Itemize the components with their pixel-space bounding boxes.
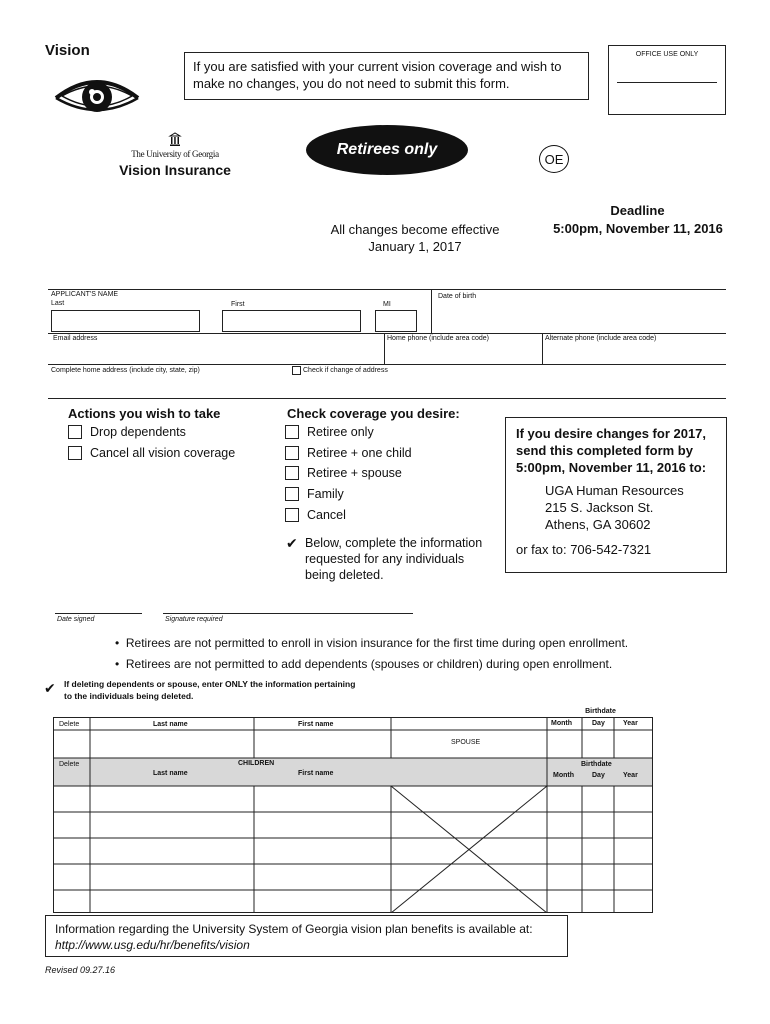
first-name-header: First name [298,721,334,728]
coverage-retiree-only[interactable] [285,425,374,439]
deleting-checkmark-icon: ✔ [44,680,56,696]
applicant-name-label: APPLICANT'S NAME [51,291,119,298]
delete-header: Delete [59,721,80,728]
effective-line2: January 1, 2017 [368,239,462,254]
family-label: Family [307,487,344,501]
coverage-cancel[interactable] [285,508,346,522]
spouse-label: SPOUSE [451,739,481,746]
retiree-only-checkbox[interactable] [285,425,299,439]
children-birthdate-header: Birthdate [581,761,612,768]
send-address-1: UGA Human Resources [545,483,684,498]
eye-icon [52,72,142,125]
office-use-box [608,45,726,115]
action-cancel-coverage[interactable] [68,446,235,460]
home-phone-input[interactable] [386,343,540,363]
date-signed-input[interactable] [55,598,142,613]
address-change-box[interactable] [292,366,301,375]
birthdate-header: Birthdate [585,708,616,715]
year-header: Year [623,720,638,727]
home-phone-label: Home phone (include area code) [387,335,489,342]
retiree-spouse-checkbox[interactable] [285,466,299,480]
oe-label: OE [544,151,564,167]
email-label: Email address [53,335,98,342]
month-header: Month [551,720,572,727]
alt-phone-input[interactable] [544,343,724,363]
action-drop-dependents[interactable] [68,425,186,439]
info-box [45,915,568,957]
mi-input[interactable] [375,310,417,332]
university-name: The University of Georgia [131,149,219,159]
coverage-family[interactable] [285,487,344,501]
bullet-1-text: Retirees are not permitted to enroll in vision insurance for the first time during open enrollment. [125,636,629,650]
coverage-retiree-spouse[interactable] [285,466,402,480]
page-subtitle: Vision Insurance [119,162,231,178]
last-name-header: Last name [153,721,188,728]
office-use-label: OFFICE USE ONLY [635,51,699,58]
cancel-coverage-label: Cancel all vision coverage [90,446,236,460]
address-input[interactable] [51,376,721,396]
dependents-table [53,717,653,913]
children-last-name-header: Last name [153,770,188,777]
oe-badge [539,145,569,173]
coverage-note: Below, complete the information requested for any individuals being deleted. [305,536,483,582]
drop-dependents-checkbox[interactable] [68,425,82,439]
info-url[interactable]: http://www.usg.edu/hr/benefits/vision [55,938,250,952]
children-month-header: Month [553,772,574,779]
last-name-input[interactable] [51,310,200,332]
actions-heading: Actions you wish to take [68,406,221,421]
first-name-input[interactable] [222,310,361,332]
checkmark-icon: ✔ [286,535,298,551]
date-signed-label: Date signed [57,616,95,623]
cancel-coverage-checkbox[interactable] [68,446,82,460]
children-first-name-header: First name [298,770,334,777]
send-fax: or fax to: 706-542-7321 [516,542,652,557]
children-day-header: Day [592,772,605,779]
children-delete-header: Delete [59,761,80,768]
notice-box [184,52,589,100]
dob-label: Date of birth [438,293,477,300]
coverage-heading: Check coverage you desire: [287,406,460,421]
day-header: Day [592,720,605,727]
deleting-note: If deleting dependents or spouse, enter ONLY the information pertaining to the individuals being deleted. [64,679,356,701]
effective-line1: All changes become effective [330,222,500,237]
family-checkbox[interactable] [285,487,299,501]
deadline-value: 5:00pm, November 11, 2016 [553,221,723,236]
send-address-3: Athens, GA 30602 [545,517,651,532]
deadline-label: Deadline [610,203,665,218]
address-change-checkbox[interactable] [292,366,388,375]
first-name-label: First [231,301,245,308]
address-label: Complete home address (include city, state, zip) [51,367,200,374]
info-text: Information regarding the University System of Georgia vision plan benefits is available at: [55,922,533,936]
bullet-2: • Retirees are not permitted to add dependents (spouses or children) during open enrollment. [115,657,613,671]
cancel-checkbox[interactable] [285,508,299,522]
retiree-only-label: Retiree only [307,425,374,439]
send-address-2: 215 S. Jackson St. [545,500,654,515]
bullet-1: • Retirees are not permitted to enroll in vision insurance for the first time during open enrollment. [115,636,629,650]
email-input[interactable] [51,343,381,363]
cancel-label: Cancel [307,508,346,522]
children-header: CHILDREN [238,760,275,767]
signature-input[interactable] [163,598,413,613]
revised-date: Revised 09.27.16 [45,965,116,975]
bullet-2-text: Retirees are not permitted to add dependents (spouses or children) during open enrollment. [125,657,613,671]
alt-phone-label: Alternate phone (include area code) [545,335,657,342]
badge-label: Retirees only [336,141,438,158]
address-change-label: Check if change of address [303,367,388,374]
mi-label: MI [383,301,391,308]
children-year-header: Year [623,772,638,779]
signature-label: Signature required [165,616,223,623]
retiree-spouse-label: Retiree + spouse [307,466,402,480]
last-name-label: Last [51,300,65,307]
send-box [505,417,727,573]
form-title: Vision [45,42,90,59]
notice-text: If you are satisfied with your current vision coverage and wish to make no changes, you do not need to submit this form. [193,59,562,91]
drop-dependents-label: Drop dependents [90,425,186,439]
retiree-child-checkbox[interactable] [285,446,299,460]
coverage-retiree-child[interactable] [285,446,412,460]
retiree-child-label: Retiree + one child [307,446,412,460]
send-box-heading: If you desire changes for 2017, send this completed form by 5:00pm, November 11, 2016 to: [516,426,707,475]
retirees-only-badge [306,125,468,175]
